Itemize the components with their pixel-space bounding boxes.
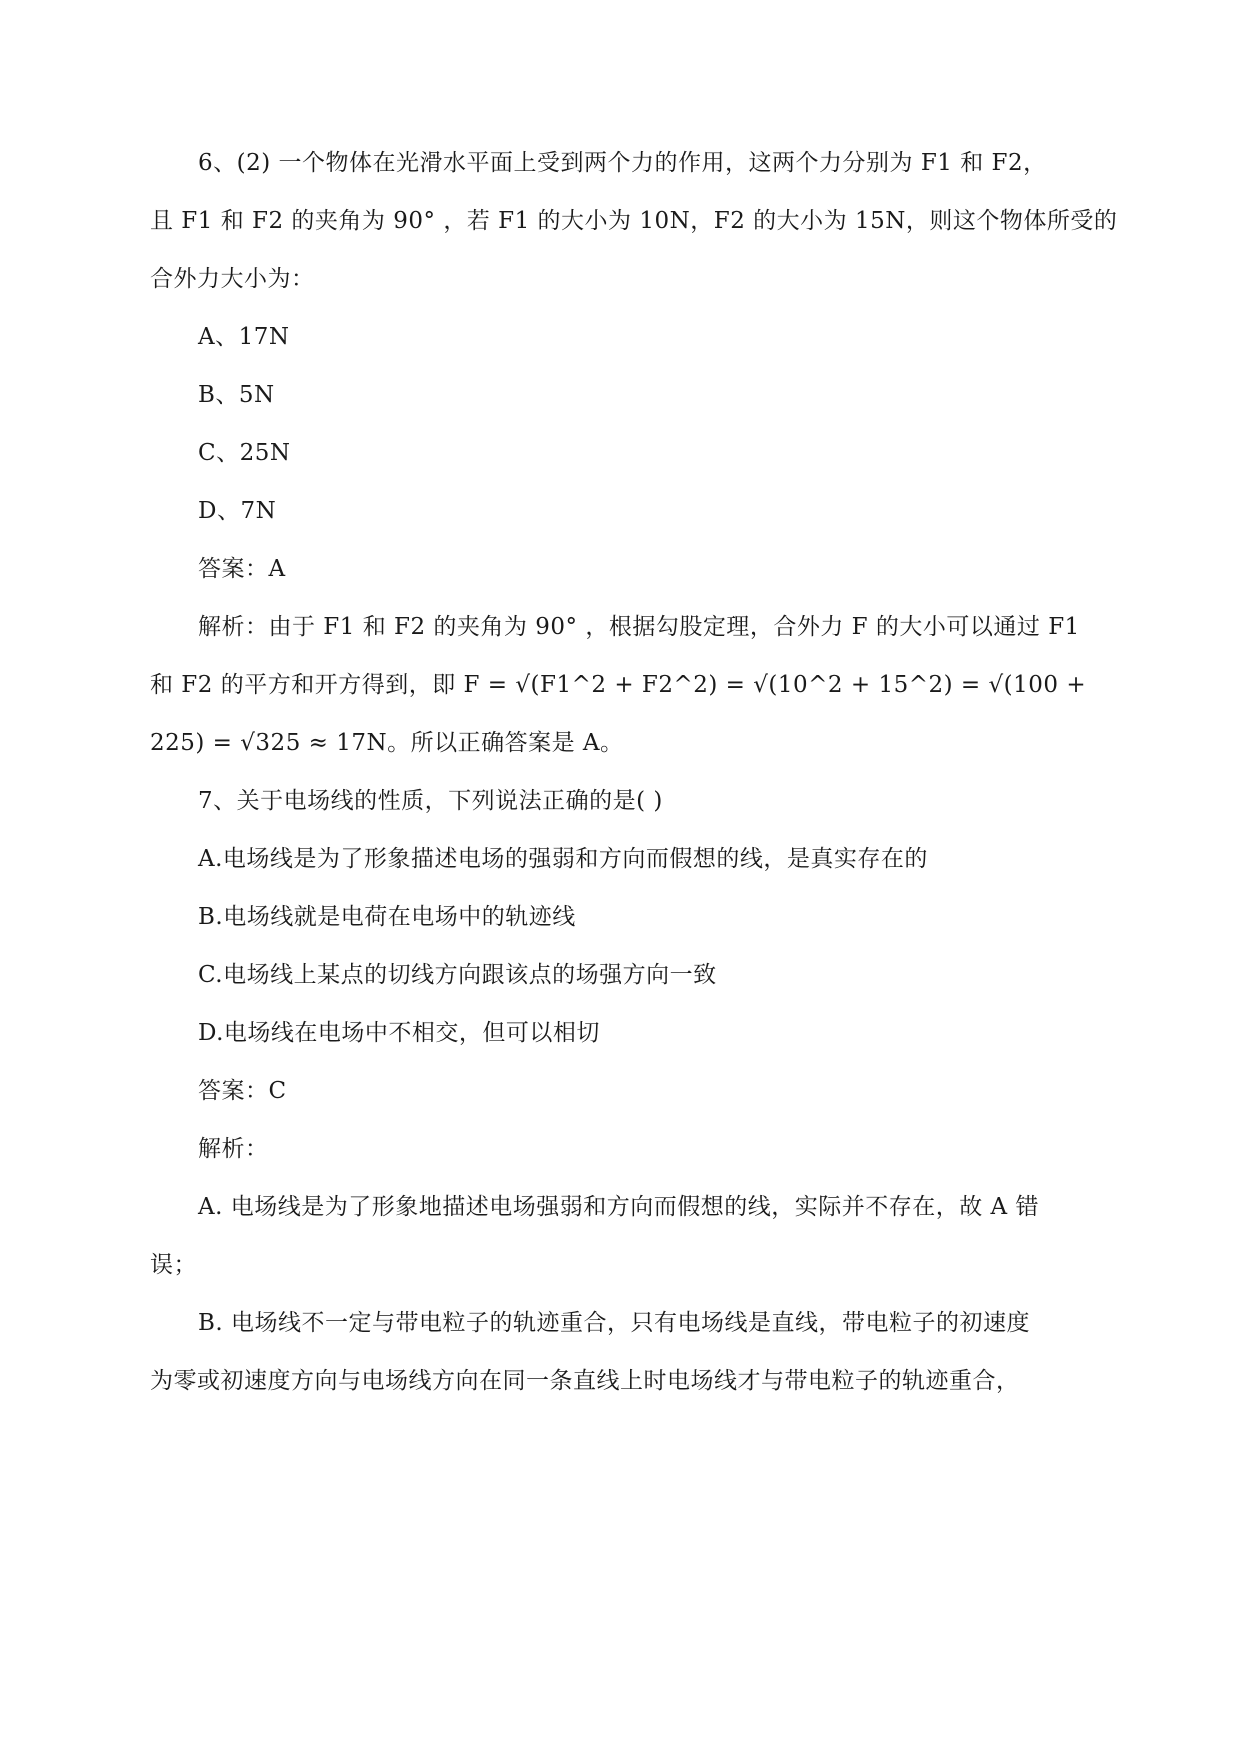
analysis-7-a-line-2: 误； [150, 1252, 197, 1278]
question-7-option-a: A.电场线是为了形象描述电场的强弱和方向而假想的线，是真实存在的 [198, 846, 928, 872]
question-7-option-d: D.电场线在电场中不相交，但可以相切 [198, 1020, 600, 1046]
analysis-7-a-line-1: A. 电场线是为了形象地描述电场强弱和方向而假想的线，实际并不存在，故 A 错 [198, 1194, 1039, 1220]
question-7-option-b: B.电场线就是电荷在电场中的轨迹线 [198, 904, 576, 930]
answer-6: 答案：A [198, 556, 286, 582]
question-7: 7、关于电场线的性质，下列说法正确的是( ) [198, 788, 663, 814]
question-7-option-c: C.电场线上某点的切线方向跟该点的场强方向一致 [198, 962, 717, 988]
answer-7: 答案：C [198, 1078, 287, 1104]
question-6-line-3: 合外力大小为： [150, 266, 315, 292]
option-d: D、7N [198, 498, 277, 524]
question-6-line-2: 且 F1 和 F2 的夹角为 90° ，若 F1 的大小为 10N，F2 的大小为 15N，则这个物体所受的 [150, 208, 1118, 234]
question-6-line-1: 6、(2) 一个物体在光滑水平面上受到两个力的作用，这两个力分别为 F1 和 F2， [198, 150, 1047, 176]
option-b: B、5N [198, 382, 275, 408]
analysis-6-line-2: 和 F2 的平方和开方得到，即 F = √(F1^2 + F2^2) = √(10^2 + 15^2) = √(100 + [150, 672, 1087, 698]
option-a: A、17N [198, 324, 290, 350]
option-c: C、25N [198, 440, 291, 466]
analysis-6-line-1: 解析：由于 F1 和 F2 的夹角为 90° ，根据勾股定理，合外力 F 的大小可以通过 F1 [198, 614, 1080, 640]
analysis-6-line-3: 225) = √325 ≈ 17N。所以正确答案是 A。 [150, 730, 624, 756]
analysis-7-b-line-1: B. 电场线不一定与带电粒子的轨迹重合，只有电场线是直线，带电粒子的初速度 [198, 1310, 1031, 1336]
analysis-7-b-line-2: 为零或初速度方向与电场线方向在同一条直线上时电场线才与带电粒子的轨迹重合， [150, 1368, 1020, 1394]
analysis-7-heading: 解析： [198, 1136, 269, 1162]
